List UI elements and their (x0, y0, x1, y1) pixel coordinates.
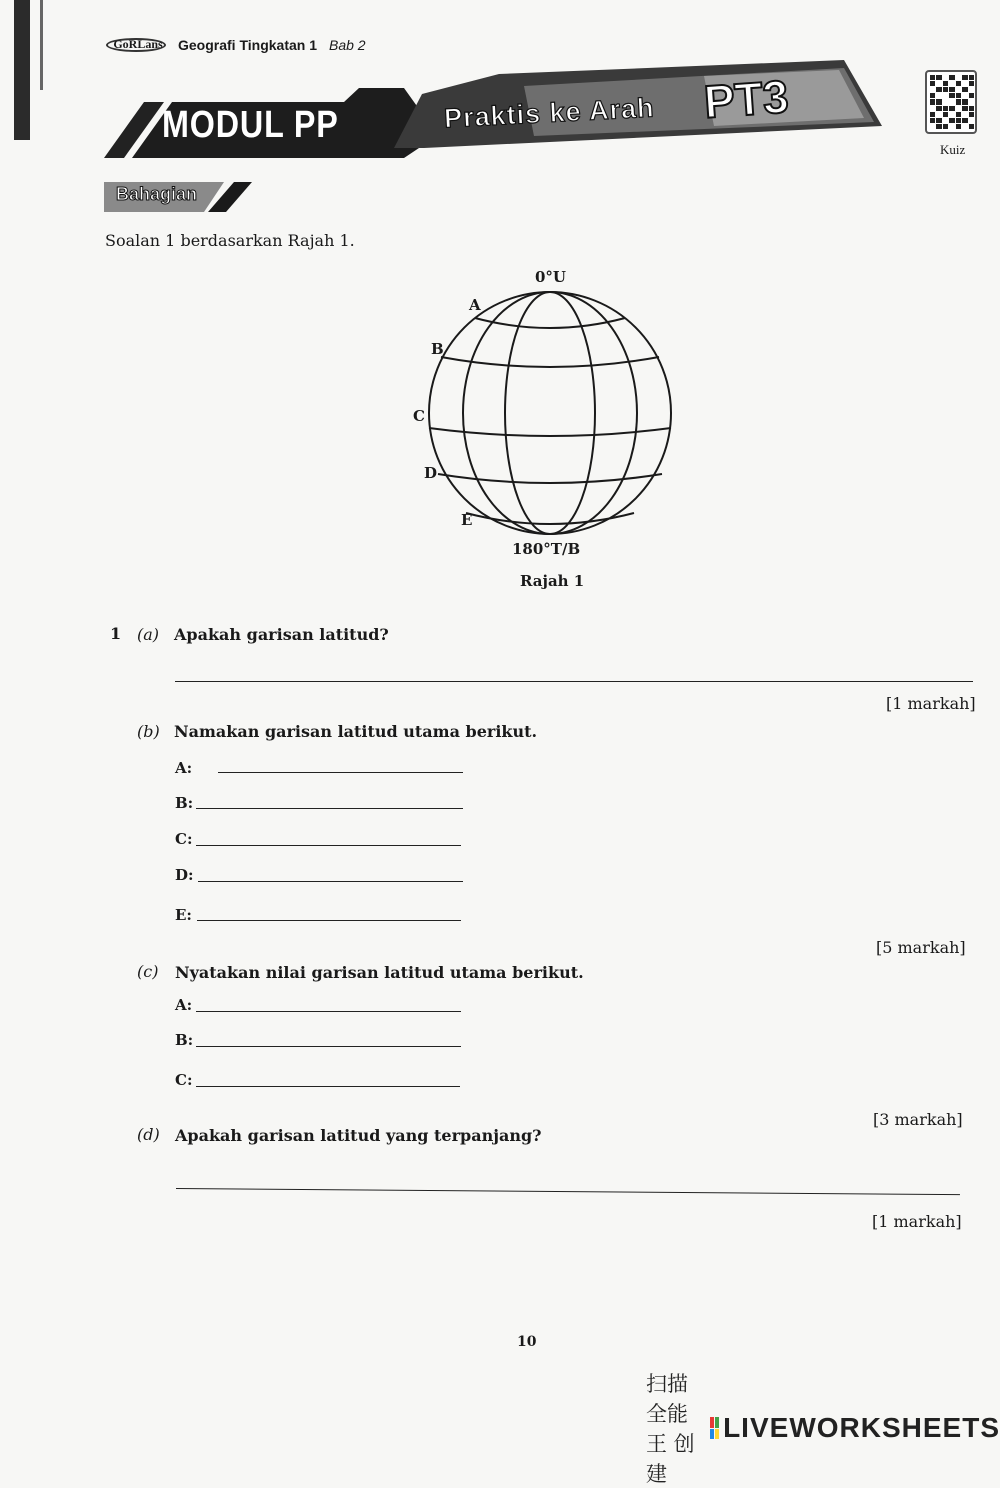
point-a-label: A (469, 296, 481, 314)
figure-bottom-label: 180°T/B (512, 540, 581, 558)
part-c-answer-a-line[interactable] (196, 1011, 461, 1012)
banner-subtitle: Praktis ke Arah (443, 92, 656, 134)
part-c-label: (c) (137, 962, 159, 981)
banner-exam-label: PT3 (702, 70, 791, 128)
intro-text: Soalan 1 berdasarkan Rajah 1. (105, 231, 355, 250)
chapter-label: Bab 2 (329, 37, 366, 53)
qr-pattern (930, 75, 974, 129)
qr-label: Kuiz (940, 142, 966, 157)
subject-title: Geografi Tingkatan 1 (178, 37, 317, 53)
part-b-answer-e-line[interactable] (197, 920, 461, 921)
part-a-answer-line[interactable] (175, 681, 973, 682)
part-b-answer-c-label: C: (175, 830, 193, 848)
part-c-answer-a-label: A: (175, 996, 193, 1014)
running-header (106, 36, 366, 54)
liveworksheets-brand: LIVEWORKSHEETS (723, 1412, 1000, 1443)
part-b-answer-d-line[interactable] (198, 881, 463, 882)
part-b-answer-b-label: B: (175, 794, 194, 812)
section-tab-label: Bahagian (116, 184, 198, 204)
point-e-label: E (461, 511, 473, 529)
part-b-label: (b) (137, 722, 160, 741)
figure-top-label: 0°U (535, 268, 567, 286)
part-a-question: Apakah garisan latitud? (174, 625, 389, 644)
part-d-answer-line[interactable] (176, 1188, 960, 1195)
part-b-answer-a-label: A: (175, 759, 193, 777)
point-d-label: D (424, 464, 438, 482)
part-c-answer-b-label: B: (175, 1031, 194, 1049)
question-number: 1 (110, 624, 122, 643)
part-b-question: Namakan garisan latitud utama berikut. (174, 722, 538, 741)
part-c-question: Nyatakan nilai garisan latitud utama berikut. (175, 963, 584, 982)
part-d-question: Apakah garisan latitud yang terpanjang? (175, 1126, 542, 1145)
qr-code[interactable] (925, 70, 977, 134)
part-c-answer-b-line[interactable] (196, 1046, 461, 1047)
publisher-logo-text: GoRLans (113, 37, 163, 51)
part-a-marks: [1 markah] (886, 694, 976, 713)
module-title: MODUL PP (162, 104, 339, 146)
page-number: 10 (517, 1334, 537, 1350)
part-c-marks: [3 markah] (873, 1110, 963, 1129)
part-b-answer-a-line[interactable] (218, 772, 463, 773)
part-c-answer-c-line[interactable] (196, 1086, 460, 1087)
scanner-watermark: 扫描全能王 创建 (646, 1372, 695, 1486)
part-c-answer-c-label: C: (175, 1071, 193, 1089)
figure-caption: Rajah 1 (520, 572, 585, 590)
part-d-marks: [1 markah] (872, 1212, 962, 1231)
point-c-label: C (413, 407, 425, 425)
part-b-answer-e-label: E: (175, 906, 192, 924)
part-b-answer-c-line[interactable] (196, 845, 461, 846)
part-b-marks: [5 markah] (876, 938, 966, 957)
part-a-label: (a) (137, 625, 160, 644)
publisher-logo (106, 36, 170, 54)
part-b-answer-d-label: D: (175, 866, 194, 884)
binding-edge (14, 0, 30, 140)
watermark (646, 1368, 1000, 1488)
binding-mark (40, 0, 43, 90)
part-d-label: (d) (137, 1125, 160, 1144)
point-b-label: B (431, 340, 444, 358)
liveworksheets-logo-icon (710, 1417, 719, 1439)
part-b-answer-b-line[interactable] (196, 808, 463, 809)
